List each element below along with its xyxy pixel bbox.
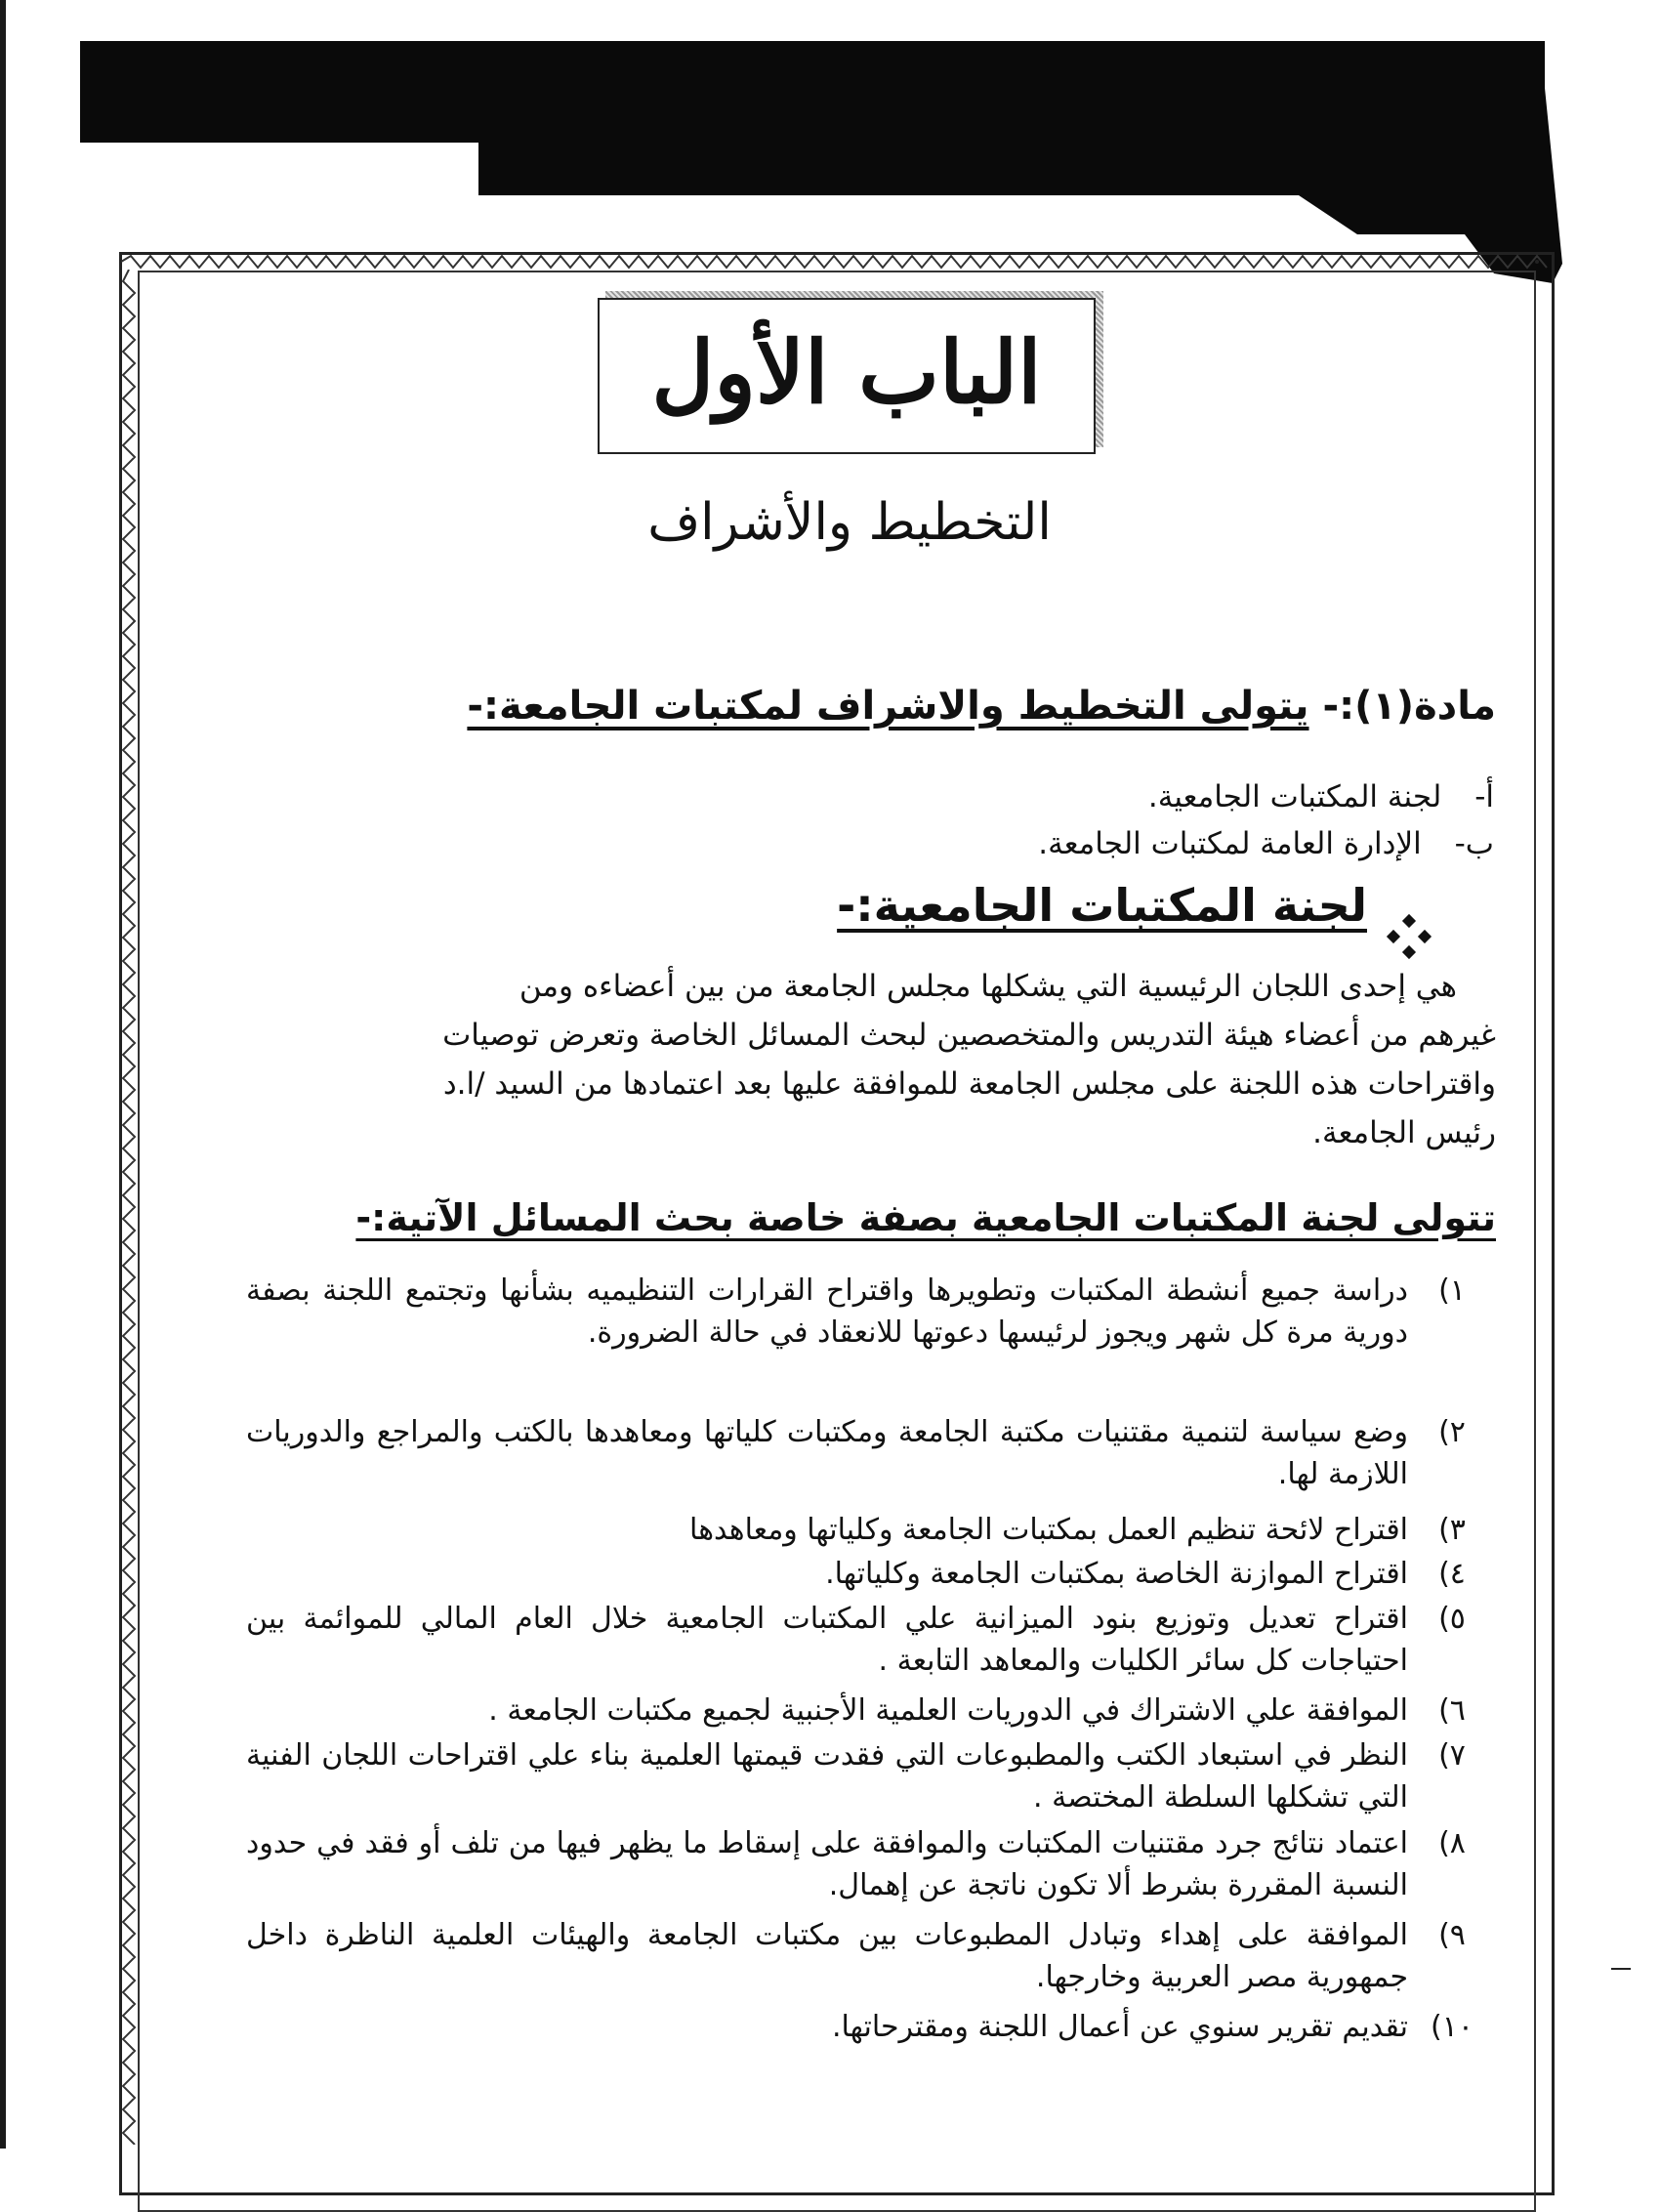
duty-item	[236, 1690, 1496, 1732]
duty-text: تقديم تقرير سنوي عن أعمال اللجنة ومقترحاتها.	[832, 2010, 1408, 2044]
article1-item-marker: ب-	[1454, 826, 1494, 861]
duty-item	[236, 1734, 1496, 1818]
duty-text: وضع سياسة لتنمية مقتنيات مكتبة الجامعة ومكتبات كلياتها ومعاهدها بالكتب والمراجع والدوريات اللازمة لها.	[246, 1415, 1408, 1491]
duty-number: ٣)	[1438, 1513, 1466, 1547]
article1-heading	[467, 684, 1496, 729]
duty-text: اعتماد نتائج جرد مقتنيات المكتبات والموافقة على إسقاط ما يظهر فيها من تلف أو فقد في حدود النسبة المقررة بشرط ألا تكون ناتجة عن إهمال.	[246, 1826, 1408, 1902]
duty-item	[236, 1509, 1496, 1551]
duty-number: ١)	[1438, 1273, 1466, 1308]
duty-item	[236, 1270, 1496, 1354]
duties-heading	[355, 1196, 1496, 1239]
paragraph-line: رئيس الجامعة.	[1312, 1115, 1496, 1150]
article1-item-marker: أ-	[1474, 779, 1494, 814]
scan-speck	[1535, 260, 1539, 264]
chapter-title-box	[598, 298, 1096, 454]
list-item	[1038, 818, 1494, 869]
committee-heading	[837, 879, 1367, 932]
duty-number: ٢)	[1438, 1415, 1466, 1449]
duty-item	[236, 2006, 1496, 2048]
paragraph-line: واقتراحات هذه اللجنة على مجلس الجامعة للموافقة عليها بعد اعتمادها من السيد /ا.د	[442, 1066, 1496, 1102]
duty-text: الموافقة على إهداء وتبادل المطبوعات بين مكتبات الجامعة والهيئات العلمية الناظرة داخل جمهورية مصر العربية وخارجها.	[246, 1918, 1408, 1994]
duty-item	[236, 1598, 1496, 1682]
duty-number: ٨)	[1438, 1826, 1466, 1860]
article1-heading-text: يتولى التخطيط والاشراف لمكتبات الجامعة:-	[467, 684, 1309, 729]
duty-item	[236, 1914, 1496, 1998]
section-title: التخطيط والأشراف	[647, 493, 1052, 552]
scan-left-edge	[0, 0, 6, 2149]
duty-item	[236, 1553, 1496, 1595]
duty-text: الموافقة علي الاشتراك في الدوريات العلمية الأجنبية لجميع مكتبات الجامعة .	[488, 1693, 1408, 1728]
committee-heading-text: لجنة المكتبات الجامعية:-	[837, 879, 1367, 932]
duty-text: اقتراح الموازنة الخاصة بمكتبات الجامعة وكلياتها.	[825, 1557, 1408, 1591]
committee-paragraph	[246, 962, 1496, 1157]
duty-text: دراسة جميع أنشطة المكتبات وتطويرها واقتراح القرارات التنظيميه بشأنها وتجتمع اللجنة بصفة دورية مرة كل شهر ويجوز لرئيسها دعوتها للانعقاد في حالة الضرورة.	[246, 1273, 1408, 1350]
duty-text: النظر في استبعاد الكتب والمطبوعات التي فقدت قيمتها العلمية بناء علي اقتراحات اللجان الفنية التي تشكلها السلطة المختصة .	[246, 1738, 1408, 1815]
duty-item	[236, 1822, 1496, 1906]
scan-speck	[1611, 1968, 1631, 1970]
paragraph-line: غيرهم من أعضاء هيئة التدريس والمتخصصين لبحث المسائل الخاصة وتعرض توصيات	[442, 1018, 1496, 1053]
duty-number: ٩)	[1438, 1918, 1466, 1952]
frame-border-left	[121, 270, 137, 2145]
duty-number: ٦)	[1438, 1693, 1466, 1728]
duties-heading-text: تتولى لجنة المكتبات الجامعية بصفة خاصة بحث المسائل الآتية:-	[355, 1196, 1496, 1239]
duty-text: اقتراح لائحة تنظيم العمل بمكتبات الجامعة وكلياتها ومعاهدها	[689, 1513, 1408, 1547]
frame-border-top	[121, 254, 1553, 270]
diamond-bullet-icon	[1385, 912, 1433, 961]
list-item	[1148, 772, 1494, 822]
duty-number: ٤)	[1438, 1557, 1466, 1591]
duty-number: ٧)	[1438, 1738, 1466, 1773]
duty-number: ١٠)	[1431, 2010, 1473, 2044]
paragraph-line: هي إحدى اللجان الرئيسية التي يشكلها مجلس الجامعة من بين أعضاءه ومن	[519, 969, 1457, 1004]
article1-item-text: الإدارة العامة لمكتبات الجامعة.	[1038, 826, 1422, 861]
duty-item	[236, 1411, 1496, 1495]
duty-number: ٥)	[1438, 1602, 1466, 1636]
article1-item-text: لجنة المكتبات الجامعية.	[1147, 779, 1442, 814]
duty-text: اقتراح تعديل وتوزيع بنود الميزانية علي المكتبات الجامعية خلال العام المالي للموائمة بين احتياجات كل سائر الكليات والمعاهد التابعة .	[246, 1602, 1408, 1678]
article1-label: مادة(١):-	[1322, 684, 1496, 729]
chapter-title: الباب الأول	[651, 321, 1042, 423]
